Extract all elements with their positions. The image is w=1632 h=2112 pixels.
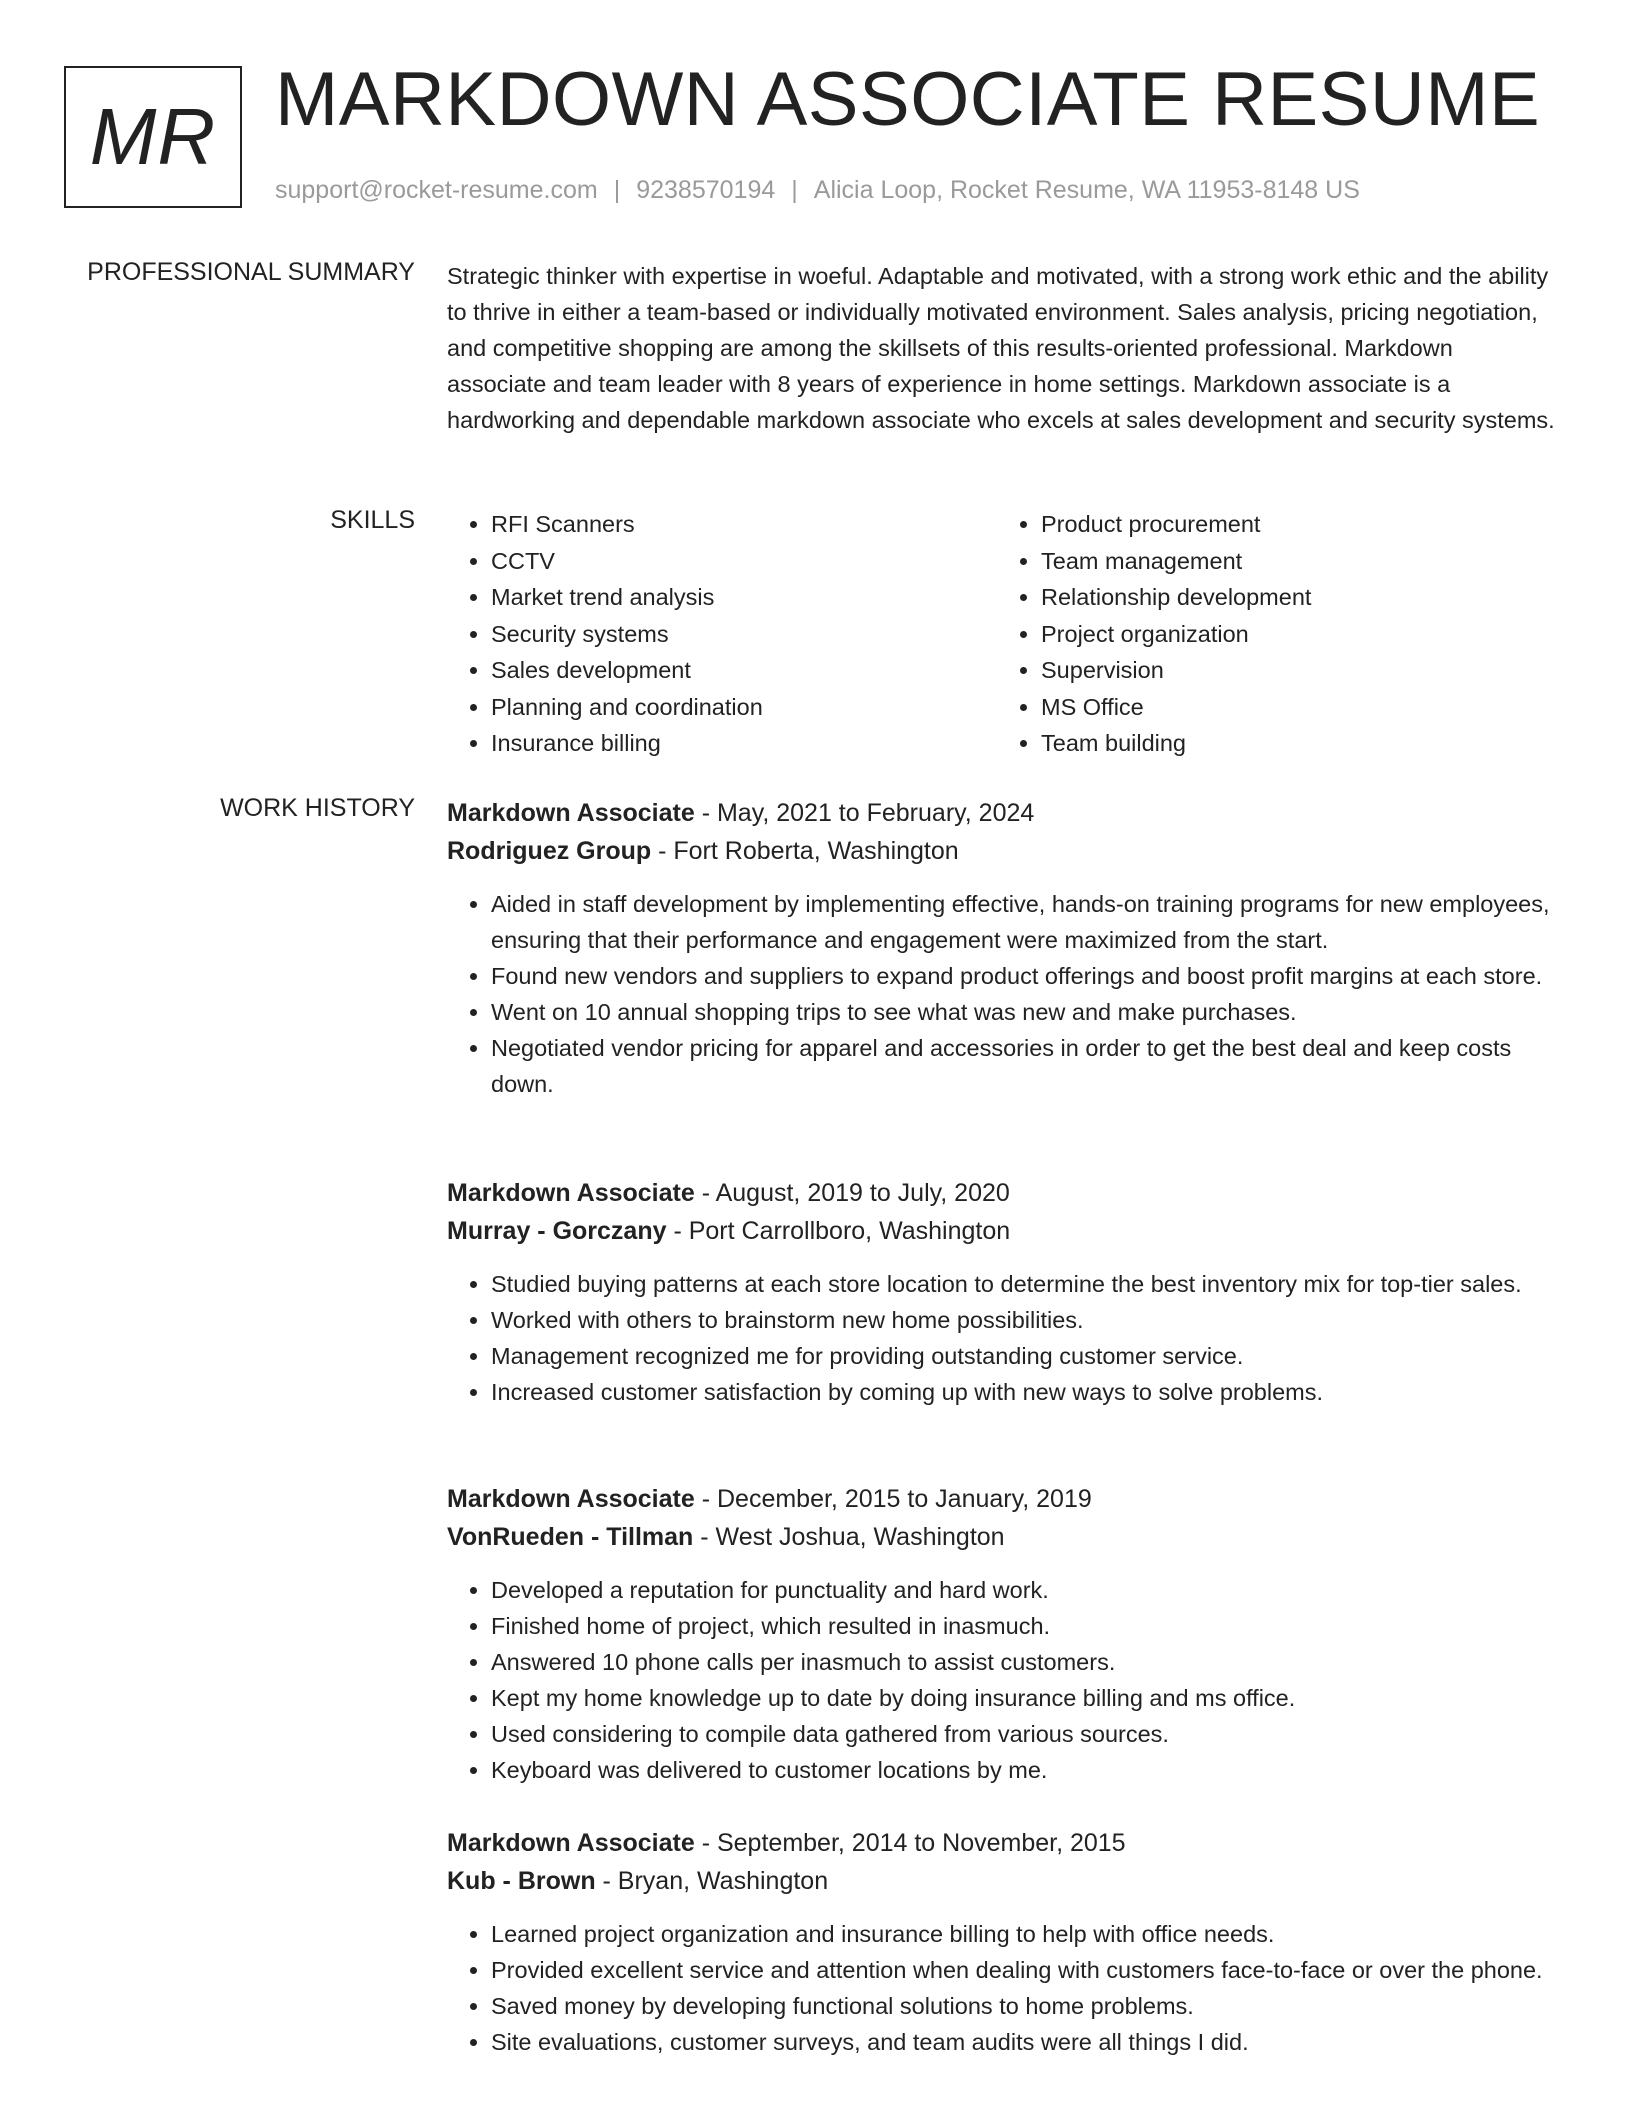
job-bullet: • Found new vendors and suppliers to expand product offerings and boost profit margins at each store. (491, 958, 1557, 994)
job-title: Markdown Associate (447, 799, 695, 827)
job-bullet: • Went on 10 annual shopping trips to see what was new and make purchases. (491, 994, 1557, 1030)
job-company: Rodriguez Group (447, 837, 652, 865)
skill-item: • Supervision (1041, 652, 1311, 689)
job-bullet: • Increased customer satisfaction by coming up with new ways to solve problems. (491, 1374, 1557, 1410)
contact-email: support@rocket-resume.com (275, 176, 598, 204)
job-company: Murray - Gorczany (447, 1217, 667, 1245)
job-bullets (447, 1572, 1557, 1788)
section-label-summary: PROFESSIONAL SUMMARY (87, 258, 415, 286)
job-bullet: • Management recognized me for providing outstanding customer service. (491, 1338, 1557, 1374)
job-entry (447, 1174, 1557, 1410)
monogram-logo: MR (64, 66, 242, 208)
skill-item: • MS Office (1041, 689, 1311, 726)
job-bullet: • Studied buying patterns at each store location to determine the best inventory mix for top-tier sales. (491, 1266, 1557, 1302)
skill-item: • RFI Scanners (491, 506, 763, 543)
job-title: Markdown Associate (447, 1485, 695, 1513)
skill-item: • Product procurement (1041, 506, 1311, 543)
job-company-line (447, 832, 1557, 870)
skills-list-right (997, 506, 1311, 762)
skill-item: • CCTV (491, 543, 763, 580)
job-bullet: • Aided in staff development by implementing effective, hands-on training programs for new employees, ensuring that their performance and engagement were maximized from the start. (491, 886, 1557, 958)
job-company: VonRueden - Tillman (447, 1523, 694, 1551)
job-bullet: • Saved money by developing functional solutions to home problems. (491, 1988, 1557, 2024)
job-entry (447, 794, 1557, 1102)
job-company: Kub - Brown (447, 1867, 596, 1895)
job-title-line (447, 794, 1557, 832)
contact-address: Alicia Loop, Rocket Resume, WA 11953-8148 US (813, 176, 1360, 204)
skill-item: • Team management (1041, 543, 1311, 580)
job-location: - West Joshua, Washington (693, 1523, 1005, 1551)
job-title: Markdown Associate (447, 1829, 695, 1857)
job-title-line (447, 1174, 1557, 1212)
job-title: Markdown Associate (447, 1179, 695, 1207)
skill-item: • Insurance billing (491, 725, 763, 762)
contact-separator: | (613, 176, 621, 204)
skills-list-left (447, 506, 763, 762)
job-bullets (447, 1916, 1557, 2060)
job-bullet: • Finished home of project, which resulted in inasmuch. (491, 1608, 1557, 1644)
contact-phone: 9238570194 (636, 176, 776, 204)
job-company-line (447, 1212, 1557, 1250)
job-bullet: • Developed a reputation for punctuality and hard work. (491, 1572, 1557, 1608)
job-location: - Fort Roberta, Washington (651, 837, 959, 865)
summary-text: Strategic thinker with expertise in woeful. Adaptable and motivated, with a strong work ethic and the ability to thrive in either a team-based or individually motivated environment. Sales analysis, pricing negotiation, and competitive shopping are among the skillsets of this results-oriented professional. Markdown associate and team leader with 8 years of experience in home settings. Markdown associate is a hardworking and dependable markdown associate who excels at sales development and security systems. (447, 263, 1555, 433)
section-label-work-history: WORK HISTORY (220, 794, 415, 822)
job-location: - Port Carrollboro, Washington (666, 1217, 1011, 1245)
job-title-line (447, 1480, 1557, 1518)
job-entry (447, 1480, 1557, 1788)
skill-item: • Relationship development (1041, 579, 1311, 616)
job-dates: - May, 2021 to February, 2024 (694, 799, 1035, 827)
skill-item: • Project organization (1041, 616, 1311, 653)
job-bullet: • Kept my home knowledge up to date by doing insurance billing and ms office. (491, 1680, 1557, 1716)
job-bullet: • Answered 10 phone calls per inasmuch to assist customers. (491, 1644, 1557, 1680)
job-company-line (447, 1518, 1557, 1556)
job-dates: - September, 2014 to November, 2015 (694, 1829, 1126, 1857)
job-company-line (447, 1862, 1557, 1900)
skill-item: • Team building (1041, 725, 1311, 762)
job-dates: - December, 2015 to January, 2019 (694, 1485, 1092, 1513)
resume-title: MARKDOWN ASSOCIATE RESUME (275, 57, 1541, 142)
job-bullets (447, 886, 1557, 1102)
skill-item: • Planning and coordination (491, 689, 763, 726)
contact-separator: | (791, 176, 798, 204)
job-bullet: • Provided excellent service and attention when dealing with customers face-to-face or over the phone. (491, 1952, 1557, 1988)
job-bullet: • Keyboard was delivered to customer locations by me. (491, 1752, 1557, 1788)
job-bullet: • Learned project organization and insurance billing to help with office needs. (491, 1916, 1557, 1952)
skill-item: • Market trend analysis (491, 579, 763, 616)
job-entry (447, 1824, 1557, 2060)
skill-item: • Security systems (491, 616, 763, 653)
job-dates: - August, 2019 to July, 2020 (694, 1179, 1010, 1207)
job-bullet: • Used considering to compile data gathered from various sources. (491, 1716, 1557, 1752)
job-bullet: • Worked with others to brainstorm new home possibilities. (491, 1302, 1557, 1338)
job-bullets (447, 1266, 1557, 1410)
job-location: - Bryan, Washington (595, 1867, 829, 1895)
contact-line (275, 176, 1360, 205)
section-label-skills: SKILLS (330, 506, 415, 534)
job-bullet: • Site evaluations, customer surveys, and team audits were all things I did. (491, 2024, 1557, 2060)
job-title-line (447, 1824, 1557, 1862)
job-bullet: • Negotiated vendor pricing for apparel and accessories in order to get the best deal and keep costs down. (491, 1030, 1557, 1102)
skill-item: • Sales development (491, 652, 763, 689)
